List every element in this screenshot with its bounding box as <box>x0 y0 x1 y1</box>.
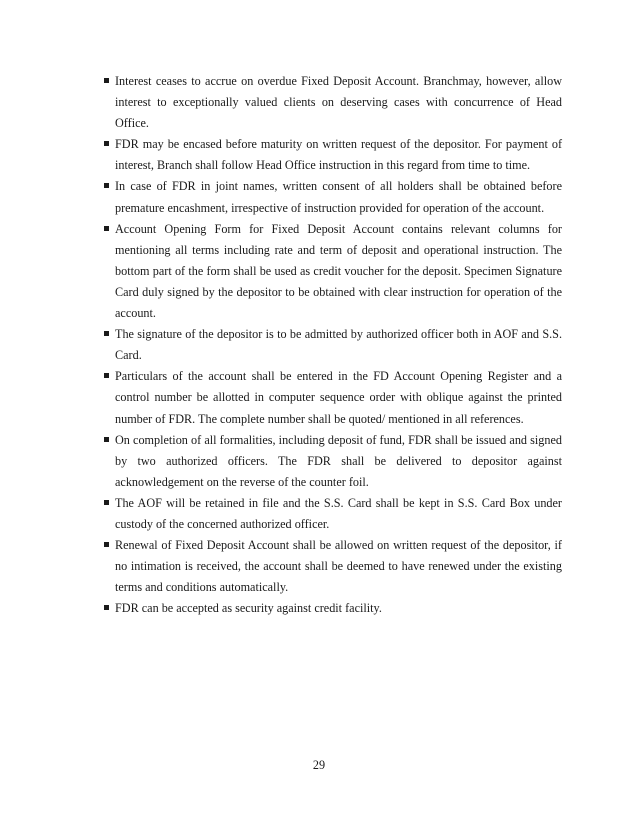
square-bullet-icon <box>104 373 109 378</box>
square-bullet-icon <box>104 78 109 83</box>
list-item <box>104 493 562 535</box>
list-item <box>104 598 562 619</box>
list-item-text: The signature of the depositor is to be admitted by authorized officer both in AOF and S.S. Card. <box>115 327 562 363</box>
list-item <box>104 366 562 429</box>
list-item-text: Account Opening Form for Fixed Deposit Account contains relevant columns for mentioning all terms including rate and term of deposit and operational instruction. The bottom part of the form shall be used as credit voucher for the deposit. Specimen Signature Card duly signed by the depositor to be obtained with clear instruction for operation of the account. <box>115 221 562 321</box>
list-item-text: FDR can be accepted as security against credit facility. <box>115 601 382 616</box>
square-bullet-icon <box>104 183 109 188</box>
list-item-text: On completion of all formalities, including deposit of fund, FDR shall be issued and signed by two authorized officers. The FDR shall be delivered to depositor against acknowledgement on the reverse of the counter foil. <box>115 432 562 489</box>
list-item <box>104 324 562 366</box>
square-bullet-icon <box>104 141 109 146</box>
list-item-text: In case of FDR in joint names, written consent of all holders shall be obtained before premature encashment, irrespective of instruction provided for operation of the account. <box>115 179 562 215</box>
list-item <box>104 134 562 176</box>
list-item-text: Renewal of Fixed Deposit Account shall be allowed on written request of the depositor, if no intimation is received, the account shall be deemed to have renewed under the existing terms and conditions automatically. <box>115 538 562 595</box>
square-bullet-icon <box>104 226 109 231</box>
list-item-text: FDR may be encased before maturity on written request of the depositor. For payment of interest, Branch shall follow Head Office instruction in this regard from time to time. <box>115 137 562 173</box>
list-item-text: The AOF will be retained in file and the S.S. Card shall be kept in S.S. Card Box under custody of the concerned authorized officer. <box>115 495 562 531</box>
square-bullet-icon <box>104 500 109 505</box>
list-item <box>104 176 562 218</box>
list-item-text: Interest ceases to accrue on overdue Fixed Deposit Account. Branchmay, however, allow interest to exceptionally valued clients on deserving cases with concurrence of Head Office. <box>115 74 562 131</box>
square-bullet-icon <box>104 605 109 610</box>
square-bullet-icon <box>104 331 109 336</box>
bullet-list <box>104 71 562 619</box>
list-item-text: Particulars of the account shall be entered in the FD Account Opening Register and a control number be allotted in computer sequence order with oblique against the printed number of FDR. The complete number shall be quoted/ mentioned in all references. <box>115 369 562 426</box>
list-item <box>104 71 562 134</box>
list-item <box>104 535 562 598</box>
square-bullet-icon <box>104 437 109 442</box>
square-bullet-icon <box>104 542 109 547</box>
list-item <box>104 430 562 493</box>
list-item <box>104 219 562 324</box>
page-number: 29 <box>312 758 326 772</box>
